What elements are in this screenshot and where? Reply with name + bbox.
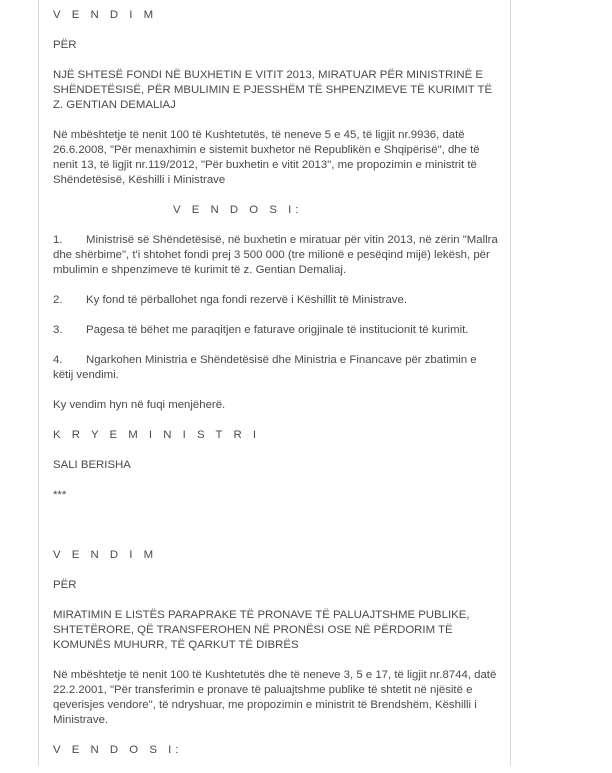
item-number: 4. [53, 354, 63, 366]
decision-preamble: Në mbështetje të nenit 100 të Kushtetutës dhe të neneve 3, 5 e 17, të ligjit nr.8744, datë 22.2.2001, "Për transferimin e pronave të paluajtshme publike të shtetit në njësitë e qeverisjes vendore", të ndryshuar, me propozimin e ministrit të Brendshëm, Këshilli i Ministrave. [53, 669, 497, 726]
item-text: Ky fond të përballohet nga fondi rezervë i Këshillit të Ministrave. [86, 294, 408, 306]
decision-heading: V E N D I M [53, 9, 158, 21]
document-page [38, 0, 511, 766]
decides-heading: V E N D O S I: [53, 744, 183, 756]
item-text: Pagesa të bëhet me paraqitjen e faturave origjinale të institucionit të kurimit. [86, 324, 469, 336]
item-number: 2. [53, 294, 63, 306]
document-content [53, 8, 499, 773]
decision-item [53, 233, 499, 278]
decision-heading: V E N D I M [53, 549, 158, 561]
prime-minister-title: K R Y E M I N I S T R I [53, 429, 260, 441]
decision-item [53, 353, 499, 383]
item-text: Ngarkohen Ministria e Shëndetësisë dhe Ministria e Financave për zbatimin e këtij vendimi. [53, 354, 477, 381]
decision-title: NJË SHTESË FONDI NË BUXHETIN E VITIT 2013, MIRATUAR PËR MINISTRINË E SHËNDETËSISË, PËR MBULIMIN E PJESSHËM TË SHPENZIMEVE TË KURIMIT TË Z. GENTIAN DEMALIAJ [53, 69, 493, 111]
item-number: 1. [53, 234, 63, 246]
decision-item [53, 323, 499, 338]
item-text: Ministrisë së Shëndetësisë, në buxhetin e miratuar për vitin 2013, në zërin "Mallra dhe shërbime", t'i shtohet fondi prej 3 500 000 (tre milionë e pesëqind mijë) lekësh, për mbulimin e shpenzimeve të kurimit të z. Gentian Demaliaj. [53, 234, 498, 276]
decision-item [53, 293, 499, 308]
decision-title: MIRATIMIN E LISTËS PARAPRAKE TË PRONAVE TË PALUAJTSHME PUBLIKE, SHTETËRORE, QË TRANSFEROHEN NË PRONËSI OSE NË PËRDORIM TË KOMUNËS MUHURR, TË QARKUT TË DIBRËS [53, 609, 470, 651]
item-number: 3. [53, 324, 63, 336]
decision-preamble: Në mbështetje të nenit 100 të Kushtetutës, të neneve 5 e 45, të ligjit nr.9936, datë 26.6.2008, "Për menaxhimin e sistemit buxhetor në Republikën e Shqipërisë", dhe të nenit 13, të ligjit nr.119/2012, "Për buxhetin e vitit 2013", me propozimin e ministrit të Shëndetësisë, Këshilli i Ministrave [53, 129, 480, 186]
decision-for: PËR [53, 39, 77, 51]
effect-statement: Ky vendim hyn në fuqi menjëherë. [53, 399, 226, 411]
decides-heading: V E N D O S I: [173, 204, 303, 216]
section-separator: *** [53, 489, 67, 501]
decision-for: PËR [53, 579, 77, 591]
prime-minister-name: SALI BERISHA [53, 459, 131, 471]
